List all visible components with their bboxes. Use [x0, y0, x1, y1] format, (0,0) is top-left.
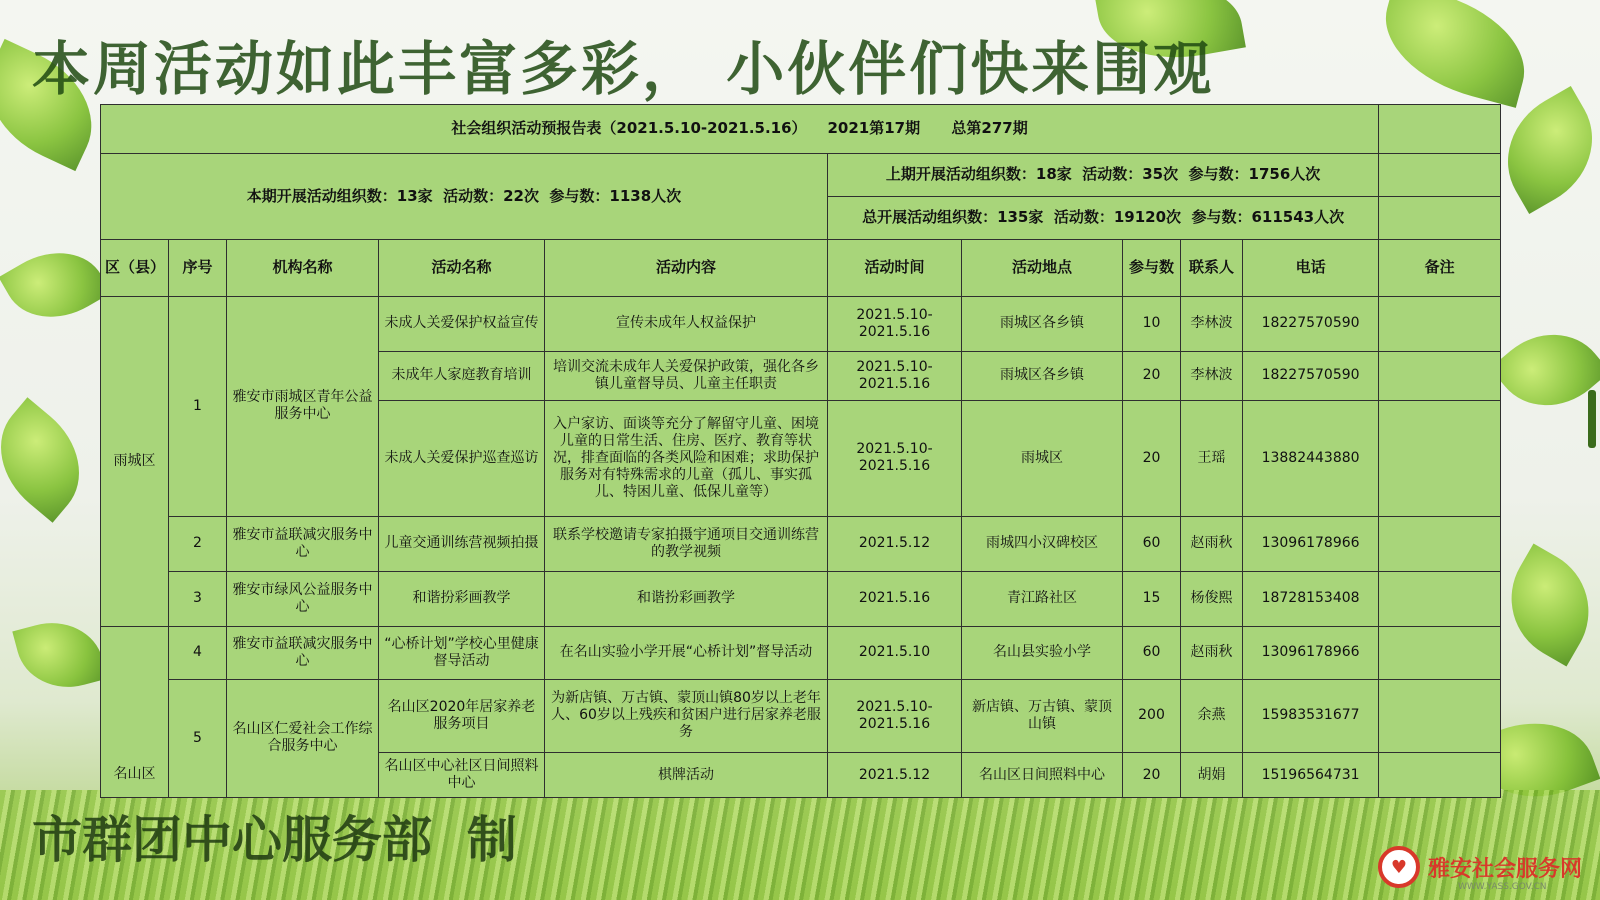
time-cell: 2021.5.10- 2021.5.16 [828, 351, 962, 400]
header-contact: 联系人 [1181, 239, 1243, 296]
activity-cell: 和谐扮彩画教学 [379, 571, 545, 626]
count-cell: 15 [1123, 571, 1181, 626]
content-cell: 联系学校邀请专家拍摄宇通项目交通训练营的教学视频 [545, 516, 828, 571]
org-name-cell: 雅安市绿风公益服务中心 [227, 571, 379, 626]
header-note: 备注 [1379, 239, 1501, 296]
content-cell: 和谐扮彩画教学 [545, 571, 828, 626]
footer-credit: 市群团中心服务部 制 [32, 811, 517, 869]
header-count: 参与数 [1123, 239, 1181, 296]
contact-cell: 王瑶 [1181, 400, 1243, 516]
content-cell: 宣传未成年人权益保护 [545, 296, 828, 351]
phone-cell: 13096178966 [1243, 516, 1379, 571]
contact-cell: 胡娟 [1181, 753, 1243, 798]
contact-cell: 赵雨秋 [1181, 626, 1243, 679]
contact-cell: 杨俊熙 [1181, 571, 1243, 626]
note-cell [1379, 296, 1501, 351]
activity-cell: 未成年人家庭教育培训 [379, 351, 545, 400]
table-row [101, 679, 1501, 752]
contact-cell: 赵雨秋 [1181, 516, 1243, 571]
content-cell: 为新店镇、万古镇、蒙顶山镇80岁以上老年人、60岁以上残疾和贫困户进行居家养老服务 [545, 679, 828, 752]
place-cell: 名山区日间照料中心 [962, 753, 1123, 798]
phone-cell: 18227570590 [1243, 351, 1379, 400]
content-cell: 入户家访、面谈等充分了解留守儿童、困境儿童的日常生活、住房、医疗、教育等状况，排查面临的各类风险和困难；求助保护服务对有特殊需求的儿童（孤儿、事实孤儿、特困儿童、低保儿童等） [545, 400, 828, 516]
table-row [101, 626, 1501, 679]
org-no-cell: 3 [169, 571, 227, 626]
time-cell: 2021.5.10- 2021.5.16 [828, 296, 962, 351]
phone-cell: 13882443880 [1243, 400, 1379, 516]
summary-blank [1379, 196, 1501, 239]
table-title-blank [1379, 105, 1501, 154]
count-cell: 20 [1123, 351, 1181, 400]
phone-cell: 15983531677 [1243, 679, 1379, 752]
activity-cell: 儿童交通训练营视频拍摄 [379, 516, 545, 571]
side-scroll-tab[interactable] [1588, 390, 1596, 448]
org-no-cell: 4 [169, 626, 227, 679]
header-phone: 电话 [1243, 239, 1379, 296]
time-cell: 2021.5.12 [828, 516, 962, 571]
activity-cell: 未成人关爱保护巡查巡访 [379, 400, 545, 516]
header-no: 序号 [169, 239, 227, 296]
header-content: 活动内容 [545, 239, 828, 296]
header-org: 机构名称 [227, 239, 379, 296]
table-row [101, 571, 1501, 626]
org-name-cell: 雅安市益联减灾服务中心 [227, 626, 379, 679]
note-cell [1379, 351, 1501, 400]
place-cell: 雨城四小汉碑校区 [962, 516, 1123, 571]
content-cell: 在名山实验小学开展“心桥计划”督导活动 [545, 626, 828, 679]
contact-cell: 李林波 [1181, 351, 1243, 400]
table-row [101, 516, 1501, 571]
header-place: 活动地点 [962, 239, 1123, 296]
time-cell: 2021.5.10 [828, 626, 962, 679]
last-period-summary: 上期开展活动组织数：18家 活动数：35次 参与数：1756人次 [828, 153, 1379, 196]
org-no-cell: 2 [169, 516, 227, 571]
org-no-cell: 5 [169, 679, 227, 797]
district-cell: 雨城区 [101, 296, 169, 626]
count-cell: 60 [1123, 626, 1181, 679]
phone-cell: 18728153408 [1243, 571, 1379, 626]
table-title: 社会组织活动预报告表（2021.5.10-2021.5.16） 2021第17期 总第277期 [101, 105, 1379, 154]
time-cell: 2021.5.10- 2021.5.16 [828, 679, 962, 752]
logo-text: 雅安社会服务网 [1428, 856, 1583, 882]
time-cell: 2021.5.12 [828, 753, 962, 798]
logo-url: WWW.YASS.GOV.CN [1458, 882, 1547, 892]
note-cell [1379, 516, 1501, 571]
summary-blank [1379, 153, 1501, 196]
place-cell: 名山县实验小学 [962, 626, 1123, 679]
header-district: 区（县） [101, 239, 169, 296]
headline: 本周活动如此丰富多彩， 小伙伴们快来围观 [32, 35, 1215, 103]
note-cell [1379, 753, 1501, 798]
time-cell: 2021.5.16 [828, 571, 962, 626]
count-cell: 60 [1123, 516, 1181, 571]
phone-cell: 18227570590 [1243, 296, 1379, 351]
count-cell: 20 [1123, 400, 1181, 516]
place-cell: 雨城区各乡镇 [962, 351, 1123, 400]
activity-cell: “心桥计划”学校心里健康督导活动 [379, 626, 545, 679]
time-cell: 2021.5.10- 2021.5.16 [828, 400, 962, 516]
org-name-cell: 名山区仁爱社会工作综合服务中心 [227, 679, 379, 797]
table-row [101, 296, 1501, 351]
place-cell: 雨城区各乡镇 [962, 296, 1123, 351]
count-cell: 200 [1123, 679, 1181, 752]
count-cell: 10 [1123, 296, 1181, 351]
content-cell: 培训交流未成年人关爱保护政策，强化各乡镇儿童督导员、儿童主任职责 [545, 351, 828, 400]
this-period-summary: 本期开展活动组织数：13家 活动数：22次 参与数：1138人次 [101, 153, 828, 239]
header-activity: 活动名称 [379, 239, 545, 296]
heart-hands-icon: ♥ [1378, 846, 1420, 888]
place-cell: 新店镇、万古镇、蒙顶山镇 [962, 679, 1123, 752]
note-cell [1379, 626, 1501, 679]
note-cell [1379, 400, 1501, 516]
activity-report-table [100, 104, 1501, 798]
phone-cell: 13096178966 [1243, 626, 1379, 679]
contact-cell: 余燕 [1181, 679, 1243, 752]
district-cell: 名山区 [101, 626, 169, 797]
activity-cell: 名山区2020年居家养老服务项目 [379, 679, 545, 752]
place-cell: 青江路社区 [962, 571, 1123, 626]
org-no-cell: 1 [169, 296, 227, 516]
total-summary: 总开展活动组织数：135家 活动数：19120次 参与数：611543人次 [828, 196, 1379, 239]
contact-cell: 李林波 [1181, 296, 1243, 351]
place-cell: 雨城区 [962, 400, 1123, 516]
activity-cell: 未成人关爱保护权益宣传 [379, 296, 545, 351]
note-cell [1379, 571, 1501, 626]
note-cell [1379, 679, 1501, 752]
activity-cell: 名山区中心社区日间照料中心 [379, 753, 545, 798]
header-time: 活动时间 [828, 239, 962, 296]
content-cell: 棋牌活动 [545, 753, 828, 798]
count-cell: 20 [1123, 753, 1181, 798]
phone-cell: 15196564731 [1243, 753, 1379, 798]
org-name-cell: 雅安市益联减灾服务中心 [227, 516, 379, 571]
org-name-cell: 雅安市雨城区青年公益服务中心 [227, 296, 379, 516]
